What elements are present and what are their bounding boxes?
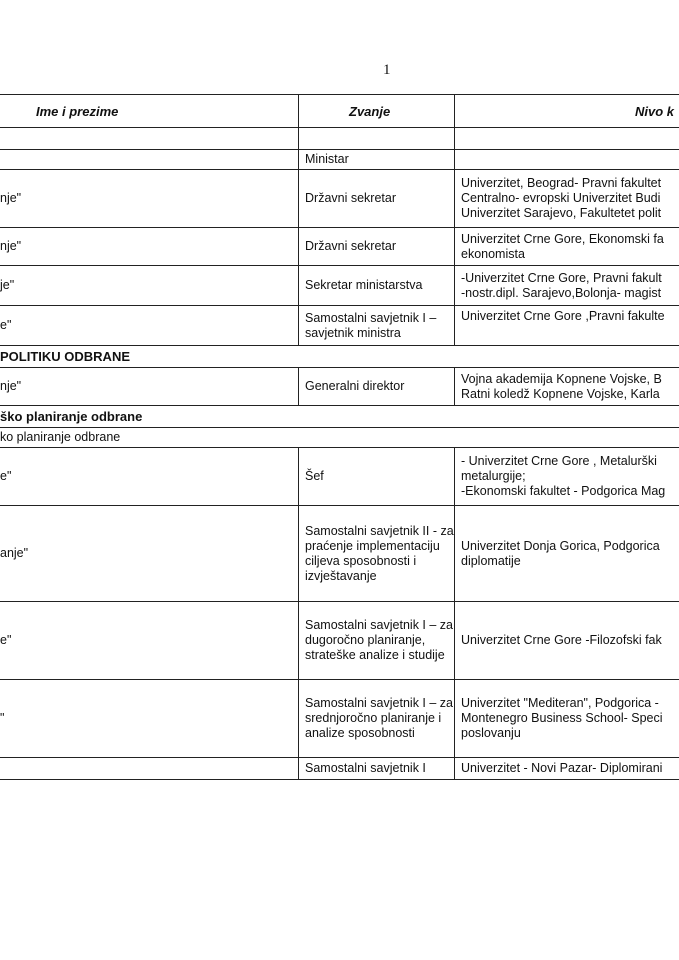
- name-cell: e": [0, 318, 12, 332]
- education-cell: [454, 602, 679, 679]
- education-line: Montenegro Business School- Speci: [461, 711, 663, 725]
- title-cell: Samostalni savjetnik I – za dugoročno planiranje, strateške analize i studije: [298, 602, 454, 679]
- education-line: Vojna akademija Kopnene Vojske, B: [461, 371, 662, 386]
- table-row: [0, 368, 679, 406]
- table-row: [0, 506, 679, 602]
- title-cell: Državni sekretar: [298, 170, 454, 227]
- table-row: [0, 758, 679, 780]
- education-line: Univerzitet Crne Gore, Ekonomski fa: [461, 231, 664, 246]
- title-cell: Sekretar ministarstva: [298, 266, 454, 305]
- table-row: [0, 306, 679, 346]
- header-title: Zvanje: [298, 95, 454, 127]
- education-cell: [454, 228, 679, 265]
- education-line: diplomatije: [461, 553, 521, 568]
- education-line: -nostr.dipl. Sarajevo,Bolonja- magist: [461, 285, 662, 300]
- education-line: Univerzitet Crne Gore ,Pravni fakulte: [461, 309, 665, 323]
- subsection-title: ko planiranje odbrane: [0, 430, 121, 444]
- name-cell: e": [0, 469, 12, 483]
- table-row: [0, 150, 679, 170]
- title-cell: Generalni direktor: [298, 368, 454, 405]
- education-cell: [454, 368, 679, 405]
- table-row: [0, 602, 679, 680]
- education-cell: [454, 758, 679, 779]
- title-cell: Samostalni savjetnik I: [298, 758, 454, 779]
- page-number: 1: [383, 62, 391, 78]
- section-title: ško planiranje odbrane: [0, 409, 143, 424]
- name-cell: nje": [0, 191, 22, 205]
- education-line: Ratni koledž Kopnene Vojske, Karla: [461, 386, 660, 401]
- title-cell: Samostalni savjetnik II - za praćenje implementaciju ciljeva sposobnosti i izvještavanje: [298, 506, 454, 601]
- section-title: POLITIKU ODBRANE: [0, 349, 130, 364]
- education-line: - Univerzitet Crne Gore , Metalurški: [461, 454, 657, 468]
- education-line: Univerzitet Donja Gorica, Podgorica: [461, 538, 660, 553]
- table-spacer-row: [0, 128, 679, 150]
- education-line: -Univerzitet Crne Gore, Pravni fakult: [461, 270, 662, 285]
- title-cell: Ministar: [298, 150, 454, 169]
- table-row: [0, 266, 679, 306]
- education-line: Univerzitet Crne Gore -Filozofski fak: [461, 633, 662, 647]
- table-row: [0, 448, 679, 506]
- name-cell: e": [0, 633, 12, 647]
- table-row: [0, 228, 679, 266]
- education-cell: [454, 680, 679, 757]
- education-line: -Ekonomski fakultet - Podgorica Mag: [461, 484, 666, 498]
- education-line: Univerzitet - Novi Pazar- Diplomirani: [461, 761, 663, 775]
- table-header-row: [0, 95, 679, 128]
- education-line: Univerzitet "Mediteran", Podgorica -: [461, 696, 659, 710]
- title-cell: Šef: [298, 448, 454, 505]
- section-header-row: [0, 406, 679, 428]
- education-cell: [454, 170, 679, 227]
- name-cell: je": [0, 278, 15, 292]
- education-cell: [454, 306, 679, 345]
- name-cell: nje": [0, 239, 22, 253]
- education-cell: [454, 448, 679, 505]
- table-row: [0, 170, 679, 228]
- section-header-row: [0, 346, 679, 368]
- education-cell: [454, 266, 679, 305]
- education-line: ekonomista: [461, 246, 525, 261]
- name-cell: [0, 758, 298, 779]
- education-cell: [454, 506, 679, 601]
- name-cell: nje": [0, 379, 22, 393]
- header-name: Ime i prezime: [36, 103, 119, 119]
- title-cell: Samostalni savjetnik I – savjetnik ministra: [298, 306, 454, 345]
- education-line: Univerzitet, Beograd- Pravni fakultet: [461, 176, 662, 190]
- title-cell: Samostalni savjetnik I – za srednjoročno planiranje i analize sposobnosti: [298, 680, 454, 757]
- name-cell: anje": [0, 546, 29, 560]
- name-cell: ": [0, 711, 5, 725]
- education-cell: [454, 150, 679, 169]
- header-education: Nivo k: [454, 95, 679, 127]
- education-line: Univerzitet Sarajevo, Fakultetet polit: [461, 206, 662, 220]
- title-cell: Državni sekretar: [298, 228, 454, 265]
- education-line: Centralno- evropski Univerzitet Budi: [461, 191, 661, 205]
- subsection-row: [0, 428, 679, 448]
- education-line: metalurgije;: [461, 469, 526, 483]
- education-line: poslovanju: [461, 726, 521, 740]
- table-row: [0, 680, 679, 758]
- name-cell: [0, 150, 298, 169]
